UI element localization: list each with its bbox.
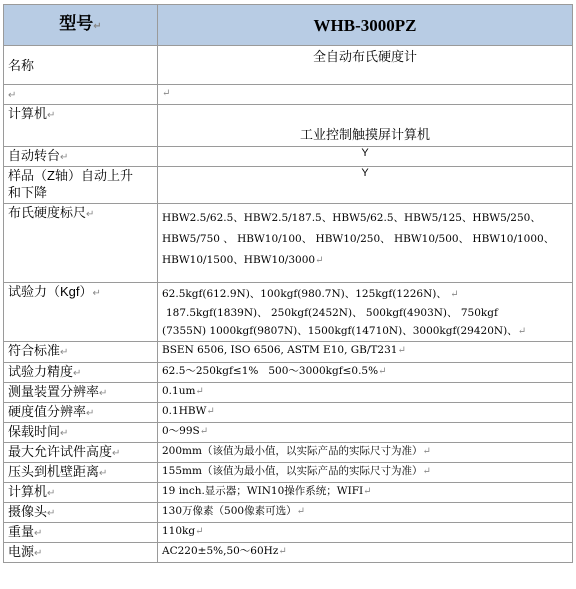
row-value: 62.5～250kgf≤1% 500～3000kgf≤0.5%↵ xyxy=(158,363,573,383)
row-value: 工业控制触摸屏计算机 xyxy=(158,105,573,147)
scale-line: HBW2.5/62.5、HBW2.5/187.5、HBW5/62.5、HBW5/125、HBW5/250、 xyxy=(162,212,541,224)
table-row xyxy=(4,147,573,167)
row-value: Y xyxy=(158,147,573,167)
table-row xyxy=(4,483,573,503)
table-row xyxy=(4,523,573,543)
row-value: BSEN 6506, ISO 6506, ASTM E10, GB/T231↵ xyxy=(158,342,573,363)
table-row xyxy=(4,503,573,523)
row-value: 0.1HBW↵ xyxy=(158,403,573,423)
force-line: 187.5kgf(1839N)、 250kgf(2452N)、 500kgf(4903N)、 750kgf xyxy=(166,307,498,319)
spec-table xyxy=(3,4,573,563)
row-label: 自动转台↵ xyxy=(4,147,158,167)
row-label: 电源↵ xyxy=(4,543,158,563)
row-label: 压头到机壁距离↵ xyxy=(4,463,158,483)
row-value: 200mm（该值为最小值，以实际产品的实际尺寸为准）↵ xyxy=(158,443,573,463)
table-row xyxy=(4,46,573,85)
row-label: 样品（Z轴）自动上升 和下降 xyxy=(4,167,158,204)
row-value: AC220±5%,50～60Hz↵ xyxy=(158,543,573,563)
table-row xyxy=(4,85,573,105)
table-header-row xyxy=(4,5,573,46)
row-label: 试验力（Kgf）↵ xyxy=(4,283,158,342)
model-value: WHB-3000PZ xyxy=(158,5,573,46)
force-line: 62.5kgf(612.9N)、100kgf(980.7N)、125kgf(1226N)、 ↵ xyxy=(162,288,459,300)
table-row xyxy=(4,342,573,363)
row-label: 硬度值分辨率↵ xyxy=(4,403,158,423)
table-row xyxy=(4,283,573,342)
row-value: 全自动布氏硬度计 xyxy=(158,46,573,85)
row-label: 名称 xyxy=(4,46,158,85)
row-value xyxy=(158,283,573,342)
row-value xyxy=(158,204,573,283)
table-row xyxy=(4,383,573,403)
scale-line: HBW5/750 、 HBW10/100、 HBW10/250、 HBW10/500、 HBW10/1000、 xyxy=(162,233,555,245)
force-line: (7355N) 1000kgf(9807N)、1500kgf(14710N)、3000kgf(29420N)、↵ xyxy=(162,325,527,337)
row-value: 19 inch.显示器；WIN10操作系统；WIFI↵ xyxy=(158,483,573,503)
row-value: 155mm（该值为最小值，以实际产品的实际尺寸为准）↵ xyxy=(158,463,573,483)
row-value: 0.1um↵ xyxy=(158,383,573,403)
row-value: 0～99S↵ xyxy=(158,423,573,443)
row-value: 130万像素（500像素可选）↵ xyxy=(158,503,573,523)
table-row xyxy=(4,423,573,443)
row-label: 保载时间↵ xyxy=(4,423,158,443)
row-label: 试验力精度↵ xyxy=(4,363,158,383)
empty-cell: ↵ xyxy=(4,85,158,105)
row-label: 最大允许试件高度↵ xyxy=(4,443,158,463)
row-value: Y xyxy=(158,167,573,204)
row-label: 布氏硬度标尺↵ xyxy=(4,204,158,283)
row-label: 计算机↵ xyxy=(4,483,158,503)
row-label: 摄像头↵ xyxy=(4,503,158,523)
model-label: 型号↵ xyxy=(4,5,158,46)
table-row xyxy=(4,204,573,283)
row-label: 测量装置分辨率↵ xyxy=(4,383,158,403)
empty-cell: ↵ xyxy=(158,85,573,105)
row-label: 计算机↵ xyxy=(4,105,158,147)
table-row xyxy=(4,463,573,483)
table-row xyxy=(4,403,573,423)
table-row xyxy=(4,443,573,463)
table-row xyxy=(4,105,573,147)
row-label: 重量↵ xyxy=(4,523,158,543)
row-value: 110kg↵ xyxy=(158,523,573,543)
table-row xyxy=(4,167,573,204)
row-label: 符合标准↵ xyxy=(4,342,158,363)
table-row xyxy=(4,543,573,563)
table-row xyxy=(4,363,573,383)
scale-line: HBW10/1500、HBW10/3000↵ xyxy=(162,254,324,266)
